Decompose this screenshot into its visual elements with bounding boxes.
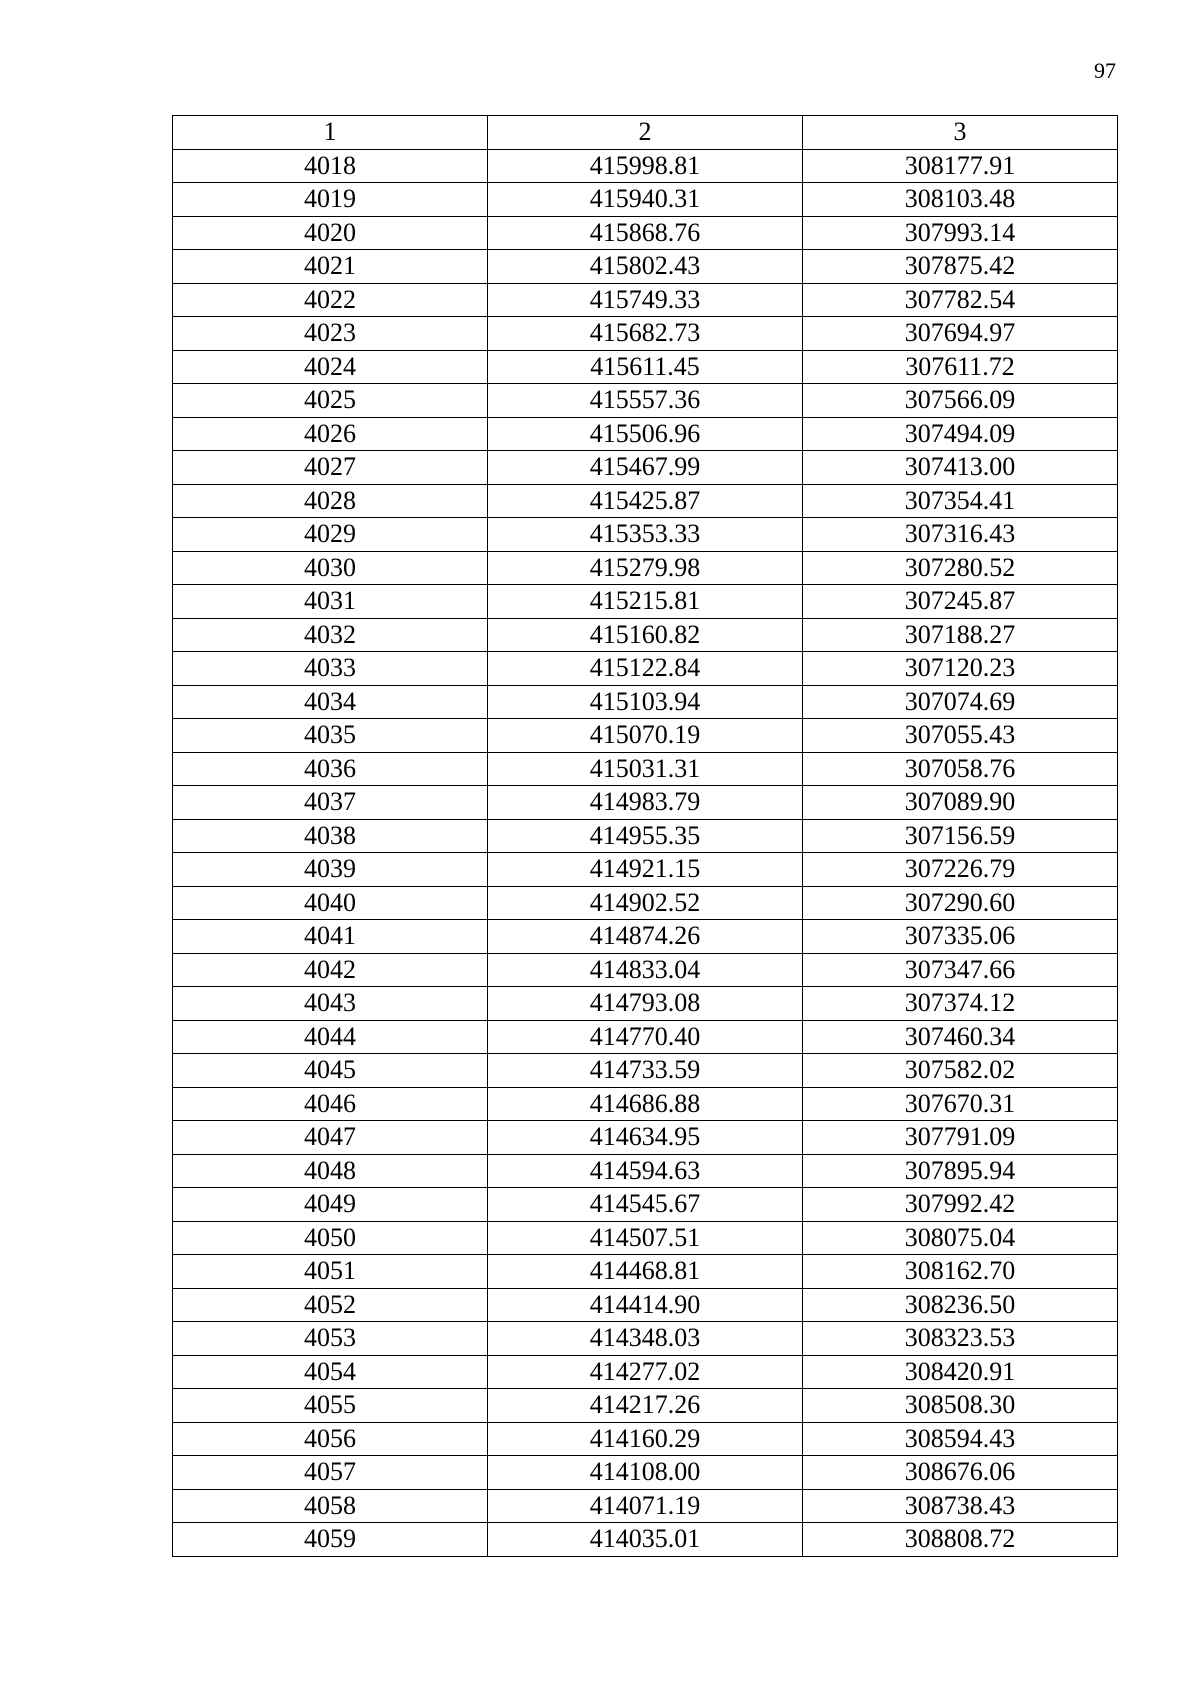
table-cell: 414414.90 bbox=[488, 1288, 803, 1322]
table-cell: 415160.82 bbox=[488, 618, 803, 652]
table-row bbox=[173, 853, 1118, 887]
table-cell: 4058 bbox=[173, 1489, 488, 1523]
table-cell: 415557.36 bbox=[488, 384, 803, 418]
table-cell: 414468.81 bbox=[488, 1255, 803, 1289]
table-cell: 4045 bbox=[173, 1054, 488, 1088]
table-cell: 4050 bbox=[173, 1221, 488, 1255]
table-row bbox=[173, 819, 1118, 853]
table-row bbox=[173, 216, 1118, 250]
table-row bbox=[173, 551, 1118, 585]
table-cell: 415425.87 bbox=[488, 484, 803, 518]
table-cell: 415353.33 bbox=[488, 518, 803, 552]
table-cell: 4035 bbox=[173, 719, 488, 753]
table-cell: 4043 bbox=[173, 987, 488, 1021]
table-row bbox=[173, 1322, 1118, 1356]
table-row bbox=[173, 1389, 1118, 1423]
table-cell: 414071.19 bbox=[488, 1489, 803, 1523]
table-row bbox=[173, 719, 1118, 753]
table-cell: 414733.59 bbox=[488, 1054, 803, 1088]
table-cell: 414545.67 bbox=[488, 1188, 803, 1222]
table-cell: 308420.91 bbox=[803, 1355, 1118, 1389]
table-cell: 307694.97 bbox=[803, 317, 1118, 351]
table-cell: 4033 bbox=[173, 652, 488, 686]
table-cell: 308177.91 bbox=[803, 149, 1118, 183]
table-cell: 415998.81 bbox=[488, 149, 803, 183]
table-cell: 4036 bbox=[173, 752, 488, 786]
table-row bbox=[173, 1422, 1118, 1456]
table-cell: 415682.73 bbox=[488, 317, 803, 351]
table-cell: 414277.02 bbox=[488, 1355, 803, 1389]
table-row bbox=[173, 886, 1118, 920]
table-row bbox=[173, 1054, 1118, 1088]
table-cell: 307460.34 bbox=[803, 1020, 1118, 1054]
table-row bbox=[173, 752, 1118, 786]
table-row bbox=[173, 183, 1118, 217]
table-cell: 307494.09 bbox=[803, 417, 1118, 451]
table-row bbox=[173, 685, 1118, 719]
table-row bbox=[173, 1255, 1118, 1289]
table-cell: 414507.51 bbox=[488, 1221, 803, 1255]
table-cell: 414955.35 bbox=[488, 819, 803, 853]
table-body bbox=[173, 149, 1118, 1556]
table-row bbox=[173, 1288, 1118, 1322]
table-cell: 415070.19 bbox=[488, 719, 803, 753]
table-row bbox=[173, 1355, 1118, 1389]
table-row bbox=[173, 953, 1118, 987]
table-cell: 414874.26 bbox=[488, 920, 803, 954]
table-cell: 307316.43 bbox=[803, 518, 1118, 552]
table-cell: 4034 bbox=[173, 685, 488, 719]
table-cell: 415749.33 bbox=[488, 283, 803, 317]
table-cell: 307993.14 bbox=[803, 216, 1118, 250]
table-row bbox=[173, 1221, 1118, 1255]
table-cell: 414902.52 bbox=[488, 886, 803, 920]
table-cell: 414634.95 bbox=[488, 1121, 803, 1155]
table-cell: 4025 bbox=[173, 384, 488, 418]
table-cell: 307188.27 bbox=[803, 618, 1118, 652]
table-cell: 4038 bbox=[173, 819, 488, 853]
table-cell: 308738.43 bbox=[803, 1489, 1118, 1523]
table-cell: 415103.94 bbox=[488, 685, 803, 719]
table-cell: 307611.72 bbox=[803, 350, 1118, 384]
table-cell: 307782.54 bbox=[803, 283, 1118, 317]
table-row bbox=[173, 1121, 1118, 1155]
table-cell: 4027 bbox=[173, 451, 488, 485]
table-row bbox=[173, 1154, 1118, 1188]
column-header-3: 3 bbox=[803, 116, 1118, 150]
table-cell: 415279.98 bbox=[488, 551, 803, 585]
table-cell: 4019 bbox=[173, 183, 488, 217]
table-row bbox=[173, 786, 1118, 820]
table-cell: 4022 bbox=[173, 283, 488, 317]
table-row bbox=[173, 618, 1118, 652]
table-cell: 307875.42 bbox=[803, 250, 1118, 284]
table-cell: 4056 bbox=[173, 1422, 488, 1456]
table-cell: 415031.31 bbox=[488, 752, 803, 786]
table-cell: 308162.70 bbox=[803, 1255, 1118, 1289]
table-cell: 308508.30 bbox=[803, 1389, 1118, 1423]
table-cell: 307413.00 bbox=[803, 451, 1118, 485]
table-row bbox=[173, 350, 1118, 384]
table-row bbox=[173, 1020, 1118, 1054]
table-cell: 308676.06 bbox=[803, 1456, 1118, 1490]
table-cell: 307347.66 bbox=[803, 953, 1118, 987]
table-cell: 307791.09 bbox=[803, 1121, 1118, 1155]
table-row bbox=[173, 1456, 1118, 1490]
table-cell: 414594.63 bbox=[488, 1154, 803, 1188]
table-row bbox=[173, 283, 1118, 317]
table-header-row bbox=[173, 116, 1118, 150]
table-row bbox=[173, 652, 1118, 686]
table-cell: 307582.02 bbox=[803, 1054, 1118, 1088]
table-cell: 414921.15 bbox=[488, 853, 803, 887]
table-cell: 4053 bbox=[173, 1322, 488, 1356]
table-cell: 415868.76 bbox=[488, 216, 803, 250]
table-cell: 307280.52 bbox=[803, 551, 1118, 585]
table-cell: 4032 bbox=[173, 618, 488, 652]
table-cell: 415802.43 bbox=[488, 250, 803, 284]
table-cell: 4024 bbox=[173, 350, 488, 384]
table-row bbox=[173, 987, 1118, 1021]
table-cell: 4048 bbox=[173, 1154, 488, 1188]
table-cell: 308075.04 bbox=[803, 1221, 1118, 1255]
table-cell: 307055.43 bbox=[803, 719, 1118, 753]
column-header-1: 1 bbox=[173, 116, 488, 150]
table-cell: 4046 bbox=[173, 1087, 488, 1121]
table-cell: 307074.69 bbox=[803, 685, 1118, 719]
table-cell: 308323.53 bbox=[803, 1322, 1118, 1356]
table-row bbox=[173, 384, 1118, 418]
coordinates-table bbox=[172, 115, 1118, 1557]
table-cell: 308236.50 bbox=[803, 1288, 1118, 1322]
table-row bbox=[173, 518, 1118, 552]
table-row bbox=[173, 417, 1118, 451]
table-cell: 307245.87 bbox=[803, 585, 1118, 619]
table-cell: 4055 bbox=[173, 1389, 488, 1423]
table-cell: 4052 bbox=[173, 1288, 488, 1322]
table-cell: 307566.09 bbox=[803, 384, 1118, 418]
table-cell: 307335.06 bbox=[803, 920, 1118, 954]
table-cell: 415940.31 bbox=[488, 183, 803, 217]
table-cell: 4041 bbox=[173, 920, 488, 954]
table-cell: 4021 bbox=[173, 250, 488, 284]
table-cell: 415611.45 bbox=[488, 350, 803, 384]
table-cell: 307992.42 bbox=[803, 1188, 1118, 1222]
table-cell: 414348.03 bbox=[488, 1322, 803, 1356]
page-number: 97 bbox=[1094, 58, 1116, 83]
table-cell: 307670.31 bbox=[803, 1087, 1118, 1121]
table-cell: 307058.76 bbox=[803, 752, 1118, 786]
table-cell: 415215.81 bbox=[488, 585, 803, 619]
table-cell: 307226.79 bbox=[803, 853, 1118, 887]
table-cell: 308808.72 bbox=[803, 1523, 1118, 1557]
table-row bbox=[173, 1489, 1118, 1523]
table-cell: 414686.88 bbox=[488, 1087, 803, 1121]
table-row bbox=[173, 149, 1118, 183]
table-cell: 414035.01 bbox=[488, 1523, 803, 1557]
table-row bbox=[173, 250, 1118, 284]
table-cell: 414983.79 bbox=[488, 786, 803, 820]
table-cell: 4040 bbox=[173, 886, 488, 920]
table-cell: 307290.60 bbox=[803, 886, 1118, 920]
table-row bbox=[173, 585, 1118, 619]
table-row bbox=[173, 920, 1118, 954]
table-cell: 307120.23 bbox=[803, 652, 1118, 686]
table-cell: 415506.96 bbox=[488, 417, 803, 451]
table-cell: 4031 bbox=[173, 585, 488, 619]
table-cell: 414160.29 bbox=[488, 1422, 803, 1456]
table-cell: 307156.59 bbox=[803, 819, 1118, 853]
table-cell: 4029 bbox=[173, 518, 488, 552]
table-cell: 4018 bbox=[173, 149, 488, 183]
table-cell: 4059 bbox=[173, 1523, 488, 1557]
table-cell: 415467.99 bbox=[488, 451, 803, 485]
table-cell: 307374.12 bbox=[803, 987, 1118, 1021]
table-cell: 4054 bbox=[173, 1355, 488, 1389]
table-cell: 414108.00 bbox=[488, 1456, 803, 1490]
table-row bbox=[173, 1188, 1118, 1222]
table-row bbox=[173, 451, 1118, 485]
table-cell: 307089.90 bbox=[803, 786, 1118, 820]
table-row bbox=[173, 1087, 1118, 1121]
table-cell: 4044 bbox=[173, 1020, 488, 1054]
table-cell: 4030 bbox=[173, 551, 488, 585]
table-cell: 308594.43 bbox=[803, 1422, 1118, 1456]
table-cell: 414217.26 bbox=[488, 1389, 803, 1423]
table-cell: 4051 bbox=[173, 1255, 488, 1289]
table-cell: 414793.08 bbox=[488, 987, 803, 1021]
table-cell: 414833.04 bbox=[488, 953, 803, 987]
table-cell: 4049 bbox=[173, 1188, 488, 1222]
table-cell: 4042 bbox=[173, 953, 488, 987]
table-cell: 414770.40 bbox=[488, 1020, 803, 1054]
table-cell: 307354.41 bbox=[803, 484, 1118, 518]
table-cell: 4026 bbox=[173, 417, 488, 451]
table-row bbox=[173, 317, 1118, 351]
column-header-2: 2 bbox=[488, 116, 803, 150]
table-row bbox=[173, 1523, 1118, 1557]
table-cell: 307895.94 bbox=[803, 1154, 1118, 1188]
table-row bbox=[173, 484, 1118, 518]
table-cell: 308103.48 bbox=[803, 183, 1118, 217]
table-cell: 4039 bbox=[173, 853, 488, 887]
table-cell: 4037 bbox=[173, 786, 488, 820]
table-cell: 4028 bbox=[173, 484, 488, 518]
table-cell: 4057 bbox=[173, 1456, 488, 1490]
table-cell: 4047 bbox=[173, 1121, 488, 1155]
table-cell: 4020 bbox=[173, 216, 488, 250]
table-cell: 415122.84 bbox=[488, 652, 803, 686]
table-cell: 4023 bbox=[173, 317, 488, 351]
